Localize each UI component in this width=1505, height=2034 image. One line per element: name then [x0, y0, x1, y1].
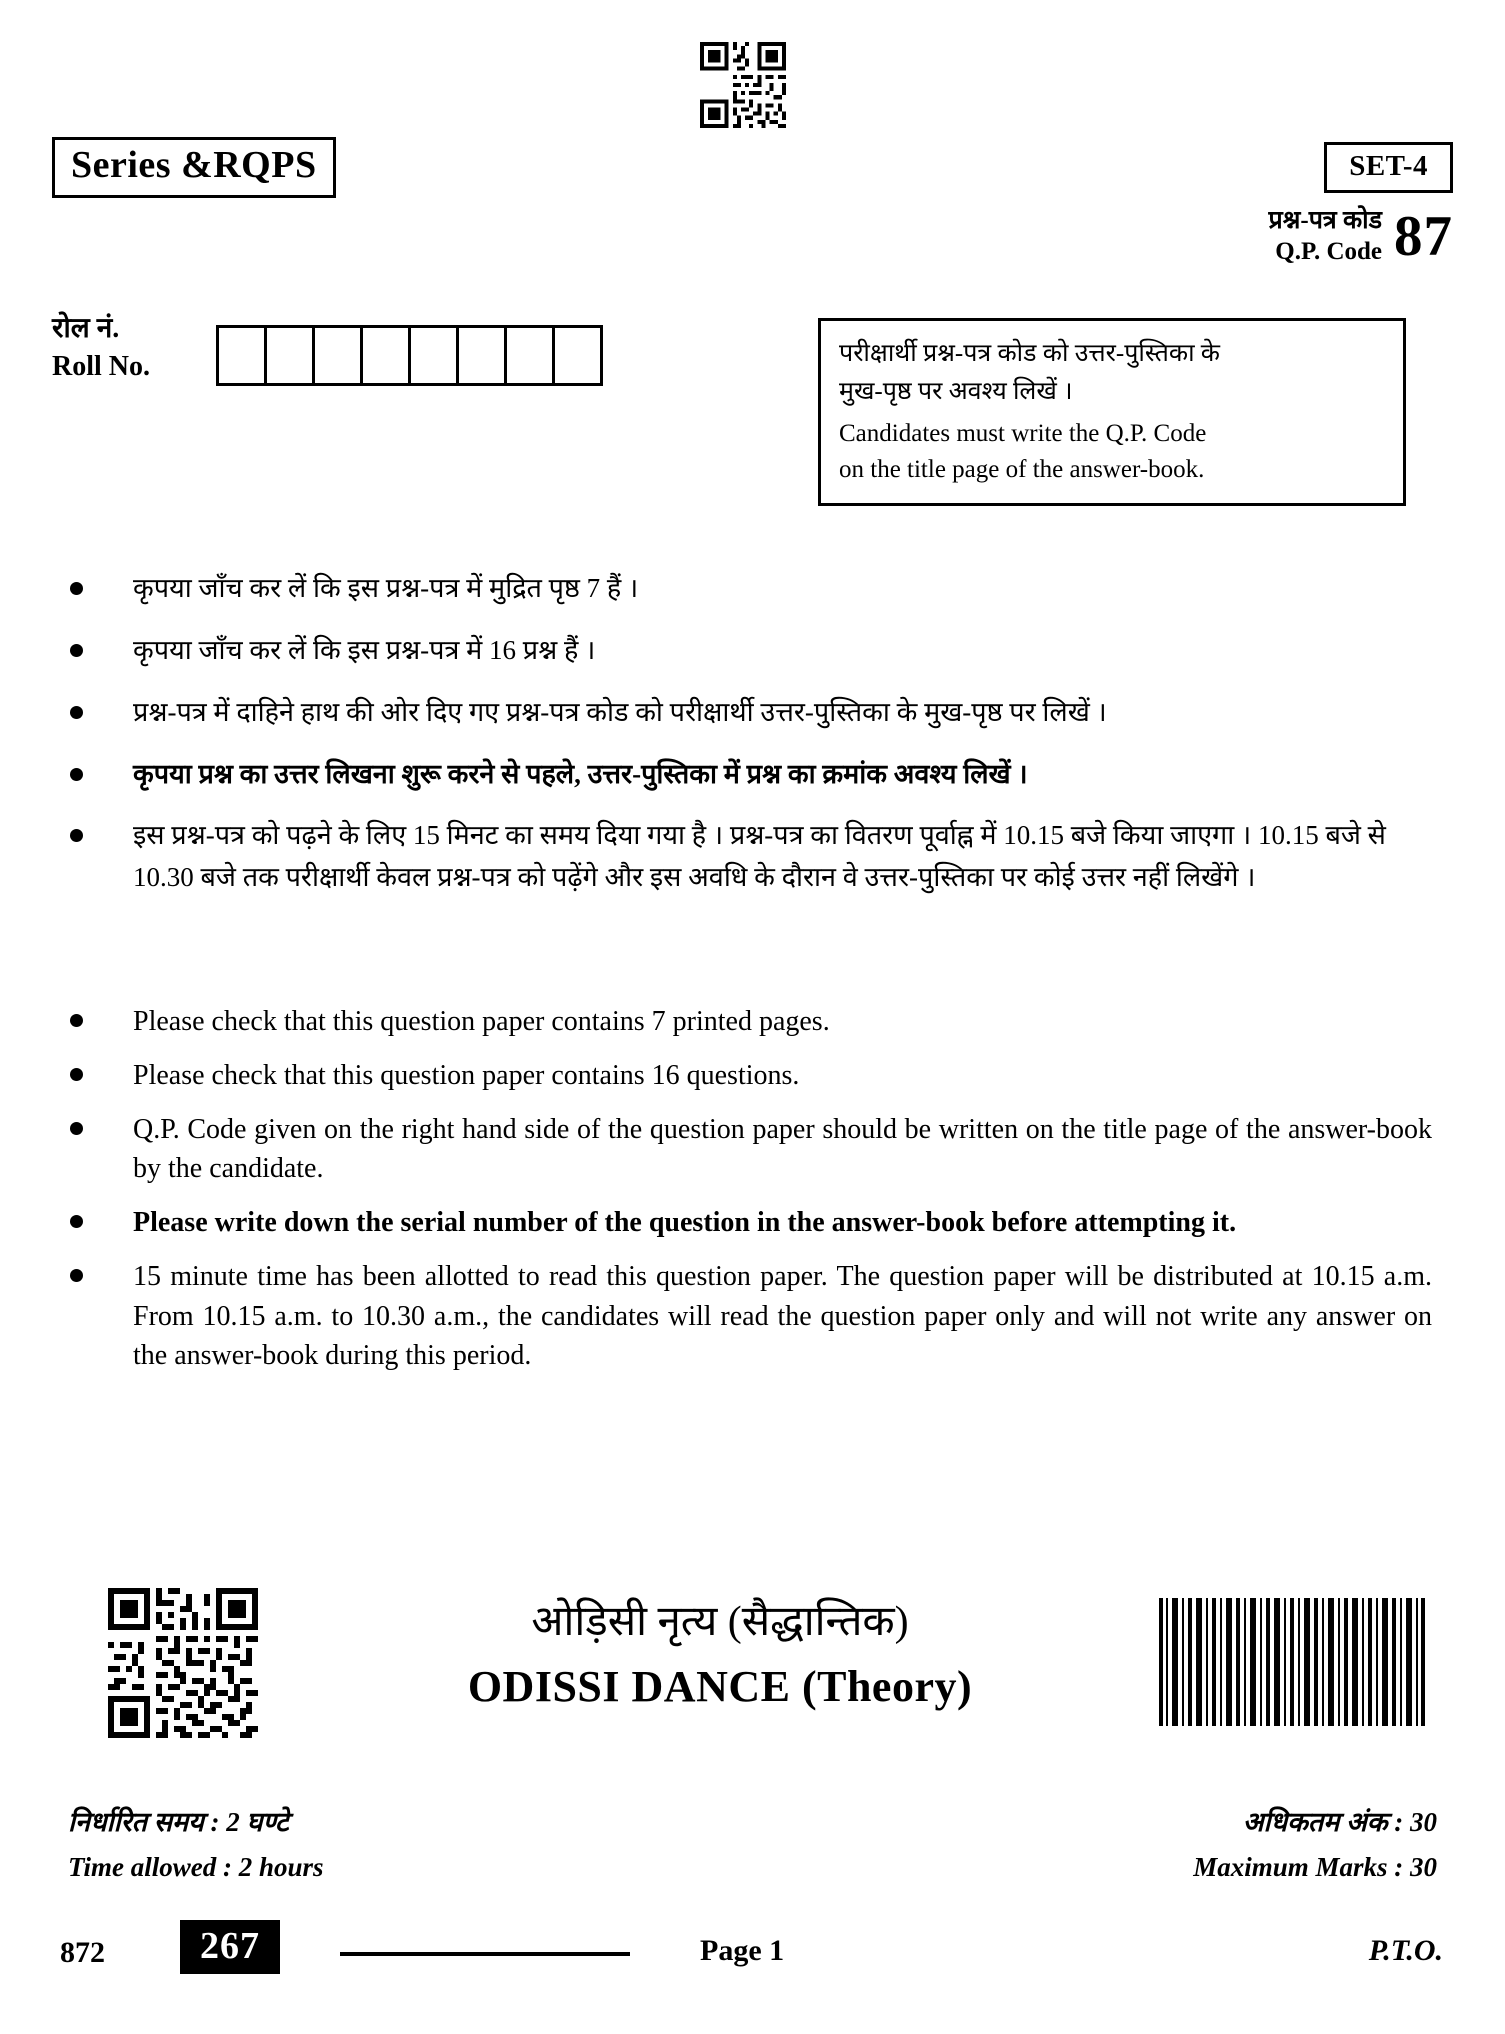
- maximum-marks-english: Maximum Marks : 30: [1193, 1851, 1437, 1882]
- maximum-marks-block: [1193, 1800, 1437, 1889]
- instruction-text: Q.P. Code given on the right hand side of the question paper should be written on the title page of the answer-book by the candidate.: [133, 1113, 1432, 1185]
- roll-no-cell[interactable]: [219, 328, 267, 383]
- roll-no-cell[interactable]: [459, 328, 507, 383]
- bullet-dot-icon: [70, 1215, 83, 1228]
- footer-divider: [340, 1952, 630, 1956]
- instruction-item: [70, 1203, 1432, 1243]
- roll-no-cell[interactable]: [363, 328, 411, 383]
- instruction-item: [70, 692, 1432, 734]
- instruction-text: Please write down the serial number of the question in the answer-book before attempting it.: [133, 1207, 1237, 1238]
- footer-paper-code: 267: [180, 1920, 280, 1974]
- instruction-item: [70, 1056, 1432, 1096]
- time-allowed-block: [68, 1800, 324, 1889]
- qp-note-hindi: [839, 335, 1387, 410]
- qp-note-hindi-line2: मुख-पृष्ठ पर अवश्य लिखें ।: [839, 377, 1073, 405]
- qp-code-note-box: [818, 318, 1406, 506]
- time-allowed-hindi: निर्धारित समय : 2 घण्टे: [68, 1807, 289, 1837]
- instruction-text: Please check that this question paper contains 7 printed pages.: [133, 1006, 830, 1037]
- instruction-item: [70, 1002, 1432, 1042]
- instruction-text: कृपया प्रश्न का उत्तर लिखना शुरू करने से पहले, उत्तर-पुस्तिका में प्रश्न का क्रमांक अवश्य लिखें ।: [133, 758, 1028, 789]
- roll-no-input-grid[interactable]: [216, 325, 603, 386]
- time-allowed-english: Time allowed : 2 hours: [68, 1851, 324, 1882]
- qp-code-label: [1268, 205, 1382, 268]
- bullet-dot-icon: [70, 768, 83, 781]
- bullet-dot-icon: [70, 582, 83, 595]
- instructions-hindi-list: [70, 568, 1432, 919]
- bottom-qr-code-icon: [108, 1588, 258, 1738]
- roll-no-cell[interactable]: [507, 328, 555, 383]
- instruction-item: [70, 1257, 1432, 1376]
- roll-no-label: [52, 310, 150, 386]
- maximum-marks-hindi: अधिकतम अंक : 30: [1242, 1807, 1437, 1837]
- bullet-dot-icon: [70, 706, 83, 719]
- footer-pto: P.T.O.: [1368, 1934, 1443, 1967]
- qp-note-hindi-line1: परीक्षार्थी प्रश्न-पत्र कोड को उत्तर-पुस्तिका के: [839, 340, 1221, 367]
- instruction-text: इस प्रश्न-पत्र को पढ़ने के लिए 15 मिनट का समय दिया गया है । प्रश्न-पत्र का वितरण पूर्वाह्न में 10.15 बजे किया जाएगा । 10.15 बजे से 10.30 बजे तक परीक्षार्थी केवल प्रश्न-पत्र को पढ़ेंगे और इस अवधि के दौरान वे उत्तर-पुस्तिका पर कोई उत्तर नहीं लिखेंगे ।: [133, 820, 1386, 893]
- qp-note-english-line1: Candidates must write the Q.P. Code: [839, 420, 1207, 447]
- series-label: Series &RQPS: [71, 144, 317, 186]
- set-box: [1324, 142, 1453, 193]
- instruction-text: प्रश्न-पत्र में दाहिने हाथ की ओर दिए गए प्रश्न-पत्र कोड को परीक्षार्थी उत्तर-पुस्तिका के मुख-पृष्ठ पर लिखें ।: [133, 696, 1107, 727]
- instruction-item: [70, 754, 1432, 796]
- bullet-dot-icon: [70, 1122, 83, 1135]
- qp-code-value: 87: [1394, 204, 1453, 268]
- paper-title-hindi: ओड़िसी नृत्य (सैद्धान्तिक): [531, 1599, 909, 1645]
- qp-code-block: [1268, 205, 1453, 268]
- bullet-dot-icon: [70, 1269, 83, 1282]
- roll-no-cell[interactable]: [555, 328, 600, 383]
- roll-no-cell[interactable]: [315, 328, 363, 383]
- bullet-dot-icon: [70, 1014, 83, 1027]
- series-box: [52, 137, 336, 198]
- instruction-item: [70, 630, 1432, 672]
- barcode-icon: [1157, 1598, 1427, 1726]
- bullet-dot-icon: [70, 829, 83, 842]
- instruction-text: Please check that this question paper contains 16 questions.: [133, 1059, 800, 1091]
- instruction-item: [70, 815, 1432, 899]
- paper-title-english: ODISSI DANCE (Theory): [467, 1661, 973, 1711]
- instruction-item: [70, 1110, 1432, 1190]
- set-label: SET-4: [1349, 150, 1428, 182]
- instruction-text: कृपया जाँच कर लें कि इस प्रश्न-पत्र में मुद्रित पृष्ठ 7 हैं ।: [133, 573, 639, 603]
- bullet-dot-icon: [70, 1068, 83, 1081]
- qp-code-label-hindi: प्रश्न-पत्र कोड: [1268, 207, 1382, 234]
- instruction-text: 15 minute time has been allotted to read this question paper. The question paper will be distributed at 10.15 a.m. From 10.15 a.m. to 10.30 a.m., the candidates will read the question paper only and will not write any answer on the answer-book during this period.: [133, 1260, 1432, 1372]
- qp-note-english: [839, 416, 1387, 487]
- instruction-text: कृपया जाँच कर लें कि इस प्रश्न-पत्र में 16 प्रश्न हैं ।: [133, 634, 596, 665]
- roll-no-label-english: Roll No.: [52, 350, 150, 382]
- paper-title-block: [340, 1596, 1100, 1712]
- footer-page-number: Page 1: [700, 1934, 785, 1967]
- roll-no-cell[interactable]: [267, 328, 315, 383]
- qp-note-english-line2: on the title page of the answer-book.: [839, 455, 1205, 483]
- roll-no-cell[interactable]: [411, 328, 459, 383]
- instructions-english-list: [70, 1002, 1432, 1390]
- footer-left-code: 872: [60, 1936, 105, 1969]
- roll-no-label-hindi: रोल नं.: [52, 313, 120, 344]
- instruction-item: [70, 568, 1432, 610]
- qp-code-label-english: Q.P. Code: [1275, 238, 1382, 266]
- bullet-dot-icon: [70, 644, 83, 657]
- top-qr-code-icon: [700, 42, 786, 128]
